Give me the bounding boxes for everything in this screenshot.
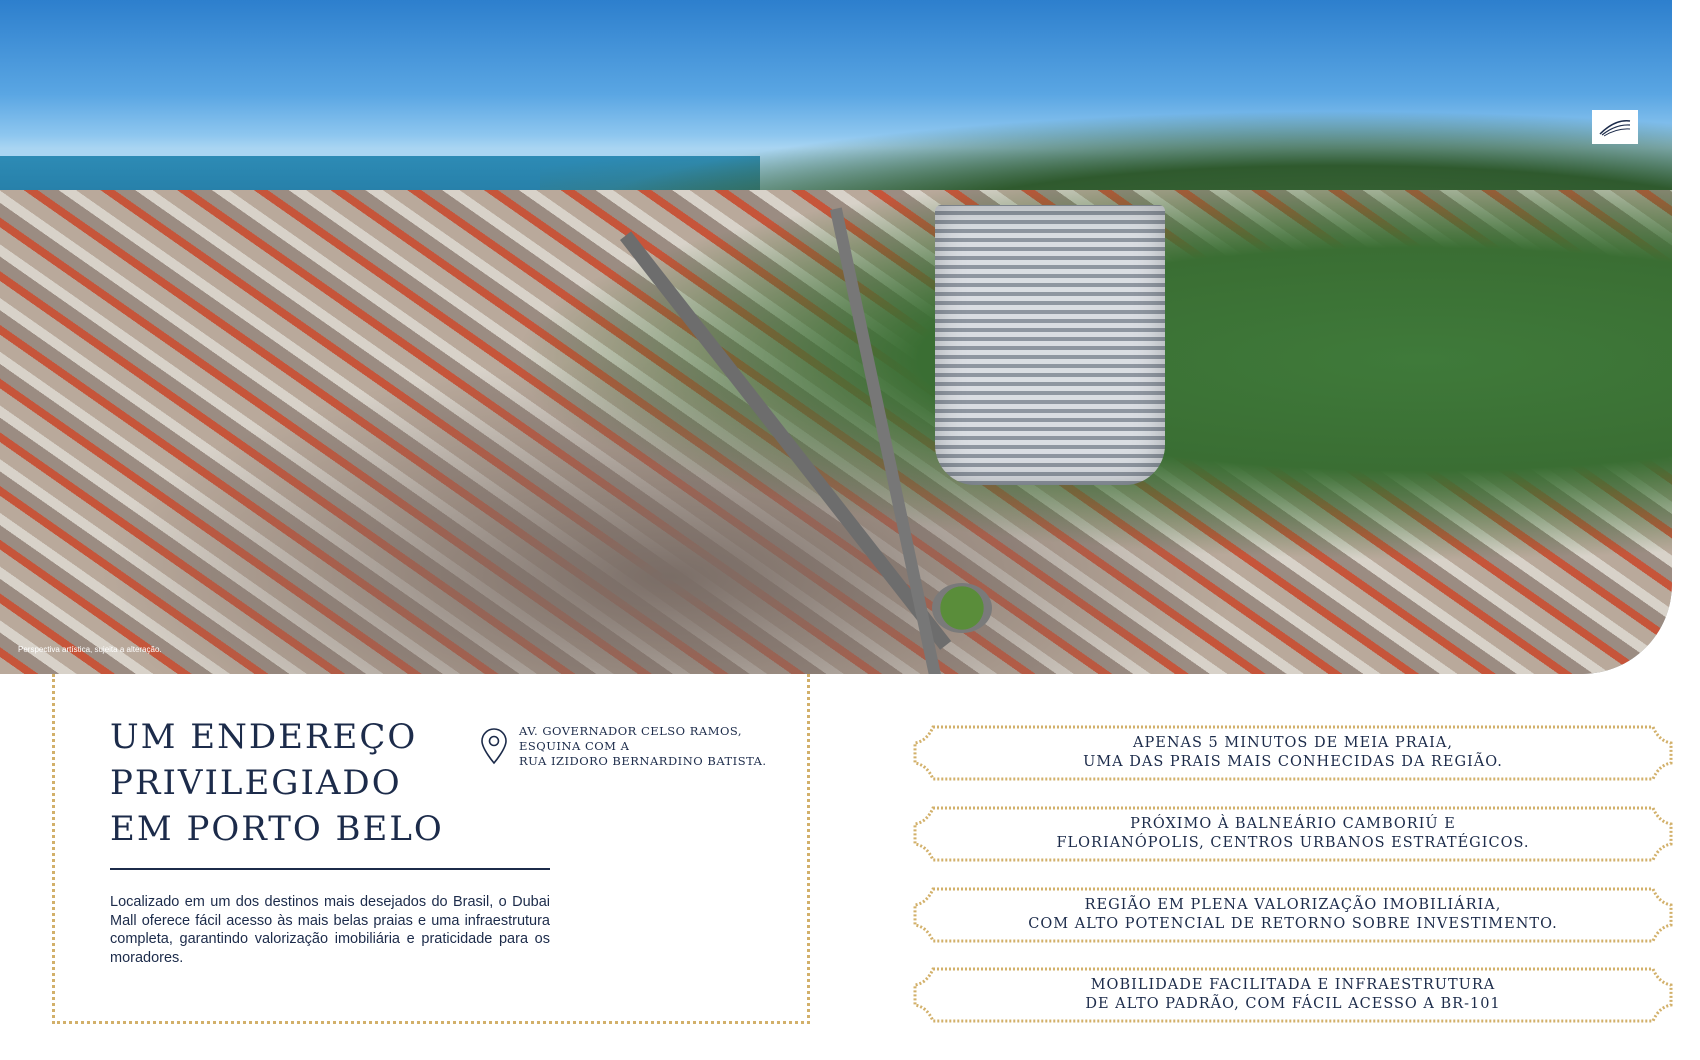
feature-item <box>913 887 1673 943</box>
feature-item <box>913 725 1673 781</box>
divider <box>110 868 550 870</box>
feature-line: DE ALTO PADRÃO, COM FÁCIL ACESSO A BR-101 <box>1085 996 1501 1012</box>
address-line: AV. GOVERNADOR CELSO RAMOS, <box>519 724 743 738</box>
feature-line: UMA DAS PRAIS MAIS CONHECIDAS DA REGIÃO. <box>1083 754 1503 770</box>
title-line: UM ENDEREÇO <box>110 717 418 757</box>
photo-caption: Perspectiva artística, sujeita a alteração. <box>18 645 162 654</box>
address-line: ESQUINA COM A <box>519 739 630 753</box>
feature-line: PRÓXIMO À BALNEÁRIO CAMBORIÚ E <box>1130 816 1456 832</box>
city-area <box>0 190 1672 674</box>
brand-logo-icon <box>1592 110 1638 144</box>
address-block <box>519 724 767 769</box>
feature-list <box>913 725 1673 1025</box>
intro-paragraph: Localizado em um dos destinos mais desejados do Brasil, o Dubai Mall oferece fácil acesso às mais belas praias e uma infraestrutura completa, garantindo valorização imobiliária e praticidade para os moradores. <box>110 894 550 966</box>
feature-line: FLORIANÓPOLIS, CENTROS URBANOS ESTRATÉGICOS. <box>1056 835 1530 851</box>
feature-line: MOBILIDADE FACILITADA E INFRAESTRUTURA <box>1090 977 1496 993</box>
feature-item <box>913 967 1673 1023</box>
feature-item <box>913 806 1673 862</box>
address-line: RUA IZIDORO BERNARDINO BATISTA. <box>519 754 767 768</box>
roundabout <box>932 583 992 633</box>
title-line: PRIVILEGIADO <box>110 763 402 803</box>
feature-line: REGIÃO EM PLENA VALORIZAÇÃO IMOBILIÁRIA, <box>1084 897 1502 913</box>
feature-line: APENAS 5 MINUTOS DE MEIA PRAIA, <box>1133 735 1453 751</box>
building-towers <box>935 205 1165 485</box>
page-title <box>110 714 444 852</box>
title-line: EM PORTO BELO <box>110 809 444 849</box>
location-pin-icon <box>479 727 509 765</box>
feature-line: COM ALTO POTENCIAL DE RETORNO SOBRE INVESTIMENTO. <box>1028 916 1558 932</box>
